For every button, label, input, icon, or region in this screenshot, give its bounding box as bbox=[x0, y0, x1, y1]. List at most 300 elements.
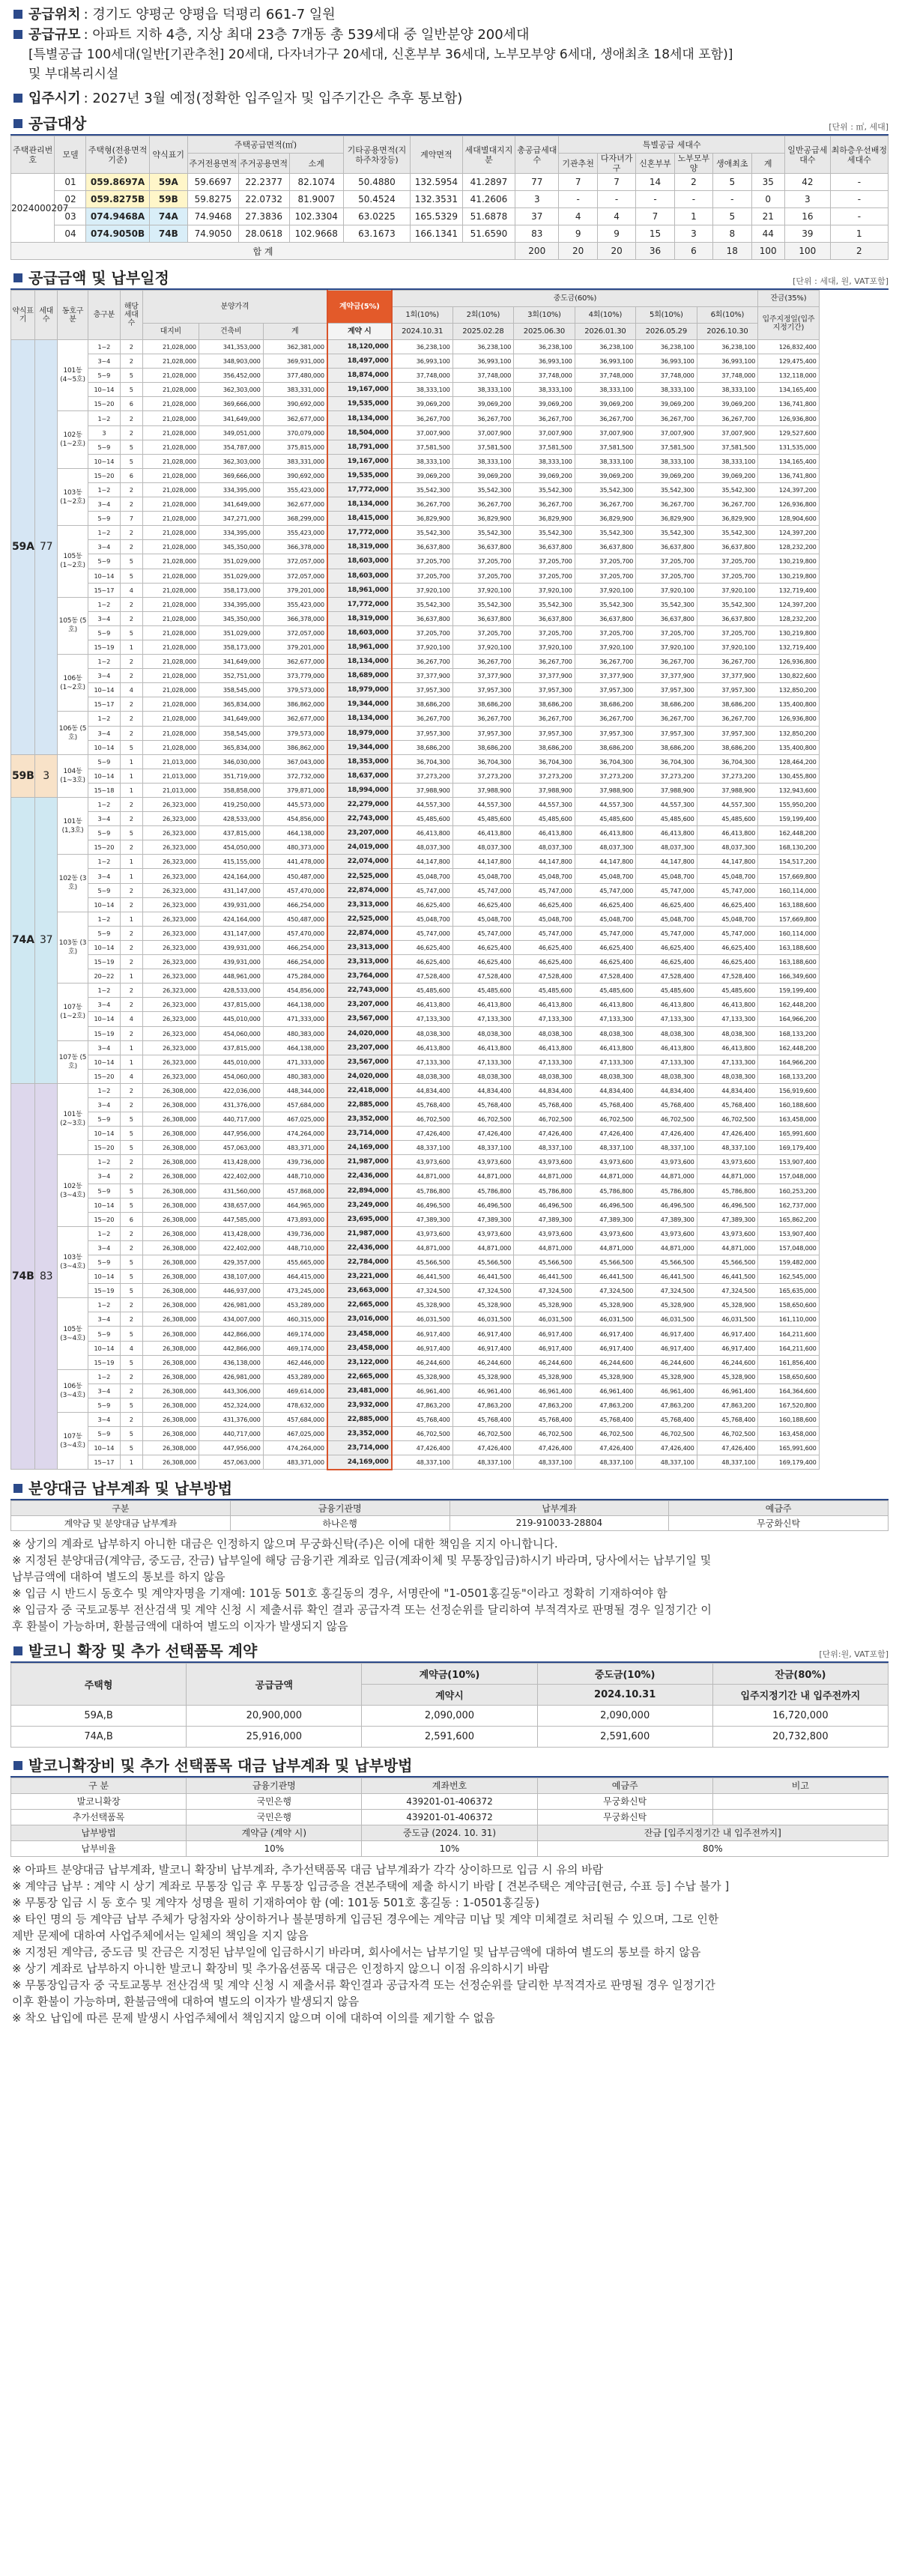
unit-num: 2 bbox=[120, 1413, 142, 1427]
installment: 44,871,000 bbox=[452, 1240, 513, 1255]
table-row bbox=[11, 726, 889, 740]
notes-account bbox=[10, 1536, 889, 1634]
land-price: 21,028,000 bbox=[142, 440, 199, 454]
installment: 37,988,900 bbox=[514, 783, 575, 797]
installment: 37,205,700 bbox=[392, 625, 452, 640]
unit-num: 2 bbox=[120, 1026, 142, 1040]
land-price: 21,013,000 bbox=[142, 769, 199, 783]
deposit: 22,894,000 bbox=[327, 1184, 392, 1198]
floor-range: 5~9 bbox=[88, 512, 120, 526]
balance: 126,832,400 bbox=[758, 340, 819, 354]
installment: 37,748,000 bbox=[697, 369, 758, 383]
balance: 161,856,400 bbox=[758, 1355, 819, 1369]
installment: 46,413,800 bbox=[452, 998, 513, 1012]
table-cell: - bbox=[830, 174, 888, 191]
balance: 164,211,600 bbox=[758, 1327, 819, 1341]
installment: 48,037,300 bbox=[392, 840, 452, 855]
floor-range: 3~4 bbox=[88, 611, 120, 625]
total-price: 441,478,000 bbox=[263, 855, 327, 869]
balance: 129,475,400 bbox=[758, 354, 819, 369]
bullet-square-icon bbox=[13, 119, 22, 128]
installment: 45,768,400 bbox=[636, 1413, 697, 1427]
building-price: 358,545,000 bbox=[199, 683, 263, 697]
installment: 46,702,500 bbox=[514, 1112, 575, 1127]
deposit: 17,772,000 bbox=[327, 597, 392, 611]
table-row bbox=[11, 783, 889, 797]
installment: 43,973,600 bbox=[636, 1226, 697, 1240]
table-row bbox=[11, 926, 889, 940]
land-price: 21,028,000 bbox=[142, 354, 199, 369]
table-cell: 39 bbox=[784, 225, 830, 243]
building-price: 365,834,000 bbox=[199, 740, 263, 754]
installment: 43,973,600 bbox=[514, 1155, 575, 1169]
deposit: 24,019,000 bbox=[327, 840, 392, 855]
unit-num: 1 bbox=[120, 869, 142, 883]
floor-range: 10~14 bbox=[88, 569, 120, 583]
installment: 35,542,300 bbox=[697, 526, 758, 540]
total-price: 390,692,000 bbox=[263, 397, 327, 411]
installment: 47,133,300 bbox=[392, 1055, 452, 1069]
note-line: ※ 입금 시 반드시 동호수 및 계약자명을 기재예: 101동 501호 홍길동의 경우, 서명란에 "1-0501홍길동"이라고 정확히 기재하여야 함 bbox=[12, 1586, 668, 1600]
installment: 39,069,200 bbox=[575, 397, 635, 411]
land-price: 26,323,000 bbox=[142, 1055, 199, 1069]
note-line: ※ 착오 납입에 따른 문제 발생시 사업주체에서 책임지지 않으며 이에 대하여 이의를 제기할 수 없음 bbox=[12, 2010, 495, 2025]
installment: 36,238,100 bbox=[697, 340, 758, 354]
table-row bbox=[11, 1155, 889, 1169]
floor-range: 15~20 bbox=[88, 468, 120, 482]
installment: 46,625,400 bbox=[697, 940, 758, 954]
unit-num: 1 bbox=[120, 1455, 142, 1470]
table-cell: 82.1074 bbox=[289, 174, 343, 191]
unit-num: 2 bbox=[120, 697, 142, 712]
land-price: 26,308,000 bbox=[142, 1198, 199, 1212]
installment: 43,973,600 bbox=[392, 1226, 452, 1240]
floor-range: 15~20 bbox=[88, 1069, 120, 1083]
installment: 35,542,300 bbox=[452, 482, 513, 497]
unit-num: 4 bbox=[120, 683, 142, 697]
installment: 37,205,700 bbox=[697, 625, 758, 640]
info-scale: 공급규모 : 아파트 지하 4층, 지상 최대 23층 7개동 총 539세대 중 일반분양 200세대 bbox=[10, 25, 889, 45]
deposit: 22,418,000 bbox=[327, 1083, 392, 1097]
land-price: 26,323,000 bbox=[142, 1040, 199, 1055]
unit-num: 5 bbox=[120, 1141, 142, 1155]
dong-group: 107동 (3~4호) bbox=[58, 1413, 88, 1470]
table-cell: 132.3531 bbox=[410, 191, 462, 208]
unit-num: 2 bbox=[120, 1240, 142, 1255]
deposit: 22,743,000 bbox=[327, 984, 392, 998]
installment: 48,038,300 bbox=[575, 1069, 635, 1083]
total-price: 464,138,000 bbox=[263, 1040, 327, 1055]
total-price: 372,057,000 bbox=[263, 569, 327, 583]
installment: 45,048,700 bbox=[636, 869, 697, 883]
total-price: 467,025,000 bbox=[263, 1427, 327, 1441]
land-price: 21,028,000 bbox=[142, 669, 199, 683]
installment: 46,625,400 bbox=[392, 897, 452, 912]
installment: 44,557,300 bbox=[514, 798, 575, 812]
installment: 48,037,300 bbox=[697, 840, 758, 855]
installment: 36,993,100 bbox=[392, 354, 452, 369]
installment: 47,389,300 bbox=[697, 1212, 758, 1226]
total-price: 464,415,000 bbox=[263, 1270, 327, 1284]
total-price: 483,371,000 bbox=[263, 1455, 327, 1470]
table-row bbox=[11, 883, 889, 897]
unit-num: 2 bbox=[120, 1169, 142, 1184]
table-row bbox=[11, 1341, 889, 1355]
floor-range: 10~14 bbox=[88, 1270, 120, 1284]
installment: 45,747,000 bbox=[392, 883, 452, 897]
land-price: 21,028,000 bbox=[142, 683, 199, 697]
installment: 45,328,900 bbox=[452, 1369, 513, 1384]
installment: 36,637,800 bbox=[514, 540, 575, 554]
installment: 36,829,900 bbox=[392, 512, 452, 526]
installment: 38,686,200 bbox=[636, 697, 697, 712]
installment: 45,048,700 bbox=[452, 912, 513, 926]
installment: 45,566,500 bbox=[514, 1255, 575, 1270]
building-price: 365,834,000 bbox=[199, 697, 263, 712]
installment: 47,426,400 bbox=[392, 1127, 452, 1141]
installment: 48,038,300 bbox=[636, 1069, 697, 1083]
info-move-in: 입주시기 : 2027년 3월 예정(정확한 입주일자 및 입주기간은 추후 통보함) bbox=[10, 88, 889, 109]
deposit: 22,784,000 bbox=[327, 1255, 392, 1270]
installment: 48,038,300 bbox=[452, 1026, 513, 1040]
installment: 46,702,500 bbox=[636, 1112, 697, 1127]
balance: 131,535,000 bbox=[758, 440, 819, 454]
balance: 128,232,200 bbox=[758, 540, 819, 554]
installment: 37,748,000 bbox=[452, 369, 513, 383]
installment: 36,993,100 bbox=[697, 354, 758, 369]
unit-num: 5 bbox=[120, 454, 142, 468]
installment: 46,441,500 bbox=[392, 1270, 452, 1284]
installment: 35,542,300 bbox=[575, 482, 635, 497]
installment: 46,244,600 bbox=[697, 1355, 758, 1369]
installment: 38,686,200 bbox=[514, 697, 575, 712]
balance: 164,966,200 bbox=[758, 1012, 819, 1026]
land-price: 21,028,000 bbox=[142, 740, 199, 754]
floor-range: 10~14 bbox=[88, 1012, 120, 1026]
installment: 44,557,300 bbox=[636, 798, 697, 812]
total-price: 372,057,000 bbox=[263, 554, 327, 569]
installment: 47,133,300 bbox=[452, 1055, 513, 1069]
land-price: 26,308,000 bbox=[142, 1112, 199, 1127]
land-price: 26,323,000 bbox=[142, 926, 199, 940]
deposit: 18,353,000 bbox=[327, 754, 392, 769]
installment: 47,863,200 bbox=[697, 1398, 758, 1412]
balance: 160,253,200 bbox=[758, 1184, 819, 1198]
floor-range: 15~17 bbox=[88, 1455, 120, 1470]
note-line: ※ 무통장입금자 중 국토교통부 전산검색 및 계약 신청 시 제출서류 확인결과 공급자격 또는 선정순위를 달리한 부적격자로 판명될 경우 일정기간 bbox=[12, 1978, 715, 1992]
installment: 45,485,600 bbox=[392, 812, 452, 826]
table-cell: - bbox=[830, 208, 888, 225]
installment: 44,834,400 bbox=[697, 1083, 758, 1097]
installment: 46,413,800 bbox=[514, 998, 575, 1012]
installment: 46,917,400 bbox=[575, 1341, 635, 1355]
installment: 48,037,300 bbox=[514, 840, 575, 855]
unit-num: 2 bbox=[120, 840, 142, 855]
unit-type: 59A bbox=[11, 340, 35, 755]
table-cell: 7 bbox=[597, 174, 635, 191]
installment: 35,542,300 bbox=[697, 482, 758, 497]
installment: 46,625,400 bbox=[636, 955, 697, 969]
building-price: 424,164,000 bbox=[199, 869, 263, 883]
installment: 37,957,300 bbox=[636, 683, 697, 697]
floor-range: 3~4 bbox=[88, 497, 120, 512]
total-price: 362,677,000 bbox=[263, 411, 327, 425]
table-row bbox=[11, 397, 889, 411]
dong-group: 104동 (1~3호) bbox=[58, 754, 88, 797]
deposit: 18,134,000 bbox=[327, 655, 392, 669]
installment: 45,768,400 bbox=[392, 1097, 452, 1112]
total-price: 457,684,000 bbox=[263, 1097, 327, 1112]
installment: 37,920,100 bbox=[452, 583, 513, 597]
floor-range: 3~4 bbox=[88, 669, 120, 683]
unit-num: 2 bbox=[120, 425, 142, 440]
installment: 46,917,400 bbox=[392, 1341, 452, 1355]
installment: 47,528,400 bbox=[452, 969, 513, 984]
deposit: 23,567,000 bbox=[327, 1055, 392, 1069]
installment: 44,871,000 bbox=[392, 1240, 452, 1255]
unit-num: 2 bbox=[120, 340, 142, 354]
unit-num: 5 bbox=[120, 1127, 142, 1141]
balance: 163,188,600 bbox=[758, 955, 819, 969]
installment: 43,973,600 bbox=[636, 1155, 697, 1169]
installment: 46,496,500 bbox=[392, 1198, 452, 1212]
balance: 135,400,800 bbox=[758, 697, 819, 712]
installment: 46,917,400 bbox=[636, 1341, 697, 1355]
table-row bbox=[11, 1298, 889, 1312]
building-price: 347,271,000 bbox=[199, 512, 263, 526]
unit-num: 2 bbox=[120, 1384, 142, 1398]
unit-num: 1 bbox=[120, 1055, 142, 1069]
installment: 47,528,400 bbox=[636, 969, 697, 984]
total-price: 467,025,000 bbox=[263, 1112, 327, 1127]
land-price: 26,323,000 bbox=[142, 940, 199, 954]
installment: 46,625,400 bbox=[697, 897, 758, 912]
installment: 37,920,100 bbox=[514, 640, 575, 654]
installment: 46,961,400 bbox=[452, 1384, 513, 1398]
installment: 46,702,500 bbox=[452, 1427, 513, 1441]
installment: 44,147,800 bbox=[514, 855, 575, 869]
unit-num: 5 bbox=[120, 826, 142, 840]
total-price: 478,632,000 bbox=[263, 1398, 327, 1412]
balance: 126,936,800 bbox=[758, 411, 819, 425]
land-price: 26,308,000 bbox=[142, 1240, 199, 1255]
installment: 45,328,900 bbox=[697, 1369, 758, 1384]
land-price: 26,323,000 bbox=[142, 984, 199, 998]
installment: 39,069,200 bbox=[392, 468, 452, 482]
installment: 37,957,300 bbox=[452, 726, 513, 740]
deposit: 22,436,000 bbox=[327, 1240, 392, 1255]
building-price: 438,657,000 bbox=[199, 1198, 263, 1212]
installment: 45,566,500 bbox=[452, 1255, 513, 1270]
installment: 38,333,100 bbox=[575, 383, 635, 397]
installment: 38,686,200 bbox=[697, 740, 758, 754]
floor-range: 10~14 bbox=[88, 1341, 120, 1355]
floor-range: 20~22 bbox=[88, 969, 120, 984]
installment: 45,768,400 bbox=[452, 1097, 513, 1112]
installment: 37,205,700 bbox=[392, 554, 452, 569]
unit-num: 2 bbox=[120, 482, 142, 497]
installment: 48,037,300 bbox=[575, 840, 635, 855]
installment: 47,324,500 bbox=[514, 1284, 575, 1298]
balance: 158,650,600 bbox=[758, 1298, 819, 1312]
building-price: 452,324,000 bbox=[199, 1398, 263, 1412]
installment: 35,542,300 bbox=[697, 597, 758, 611]
installment: 46,413,800 bbox=[452, 1040, 513, 1055]
deposit: 18,134,000 bbox=[327, 497, 392, 512]
bullet-square-icon bbox=[13, 10, 22, 19]
table-row bbox=[11, 1184, 889, 1198]
land-price: 21,028,000 bbox=[142, 411, 199, 425]
land-price: 26,323,000 bbox=[142, 998, 199, 1012]
installment: 37,205,700 bbox=[514, 625, 575, 640]
installment: 44,834,400 bbox=[514, 1083, 575, 1097]
total-price: 367,043,000 bbox=[263, 754, 327, 769]
installment: 46,917,400 bbox=[697, 1327, 758, 1341]
installment: 37,957,300 bbox=[575, 683, 635, 697]
table-cell: 59.6697 bbox=[188, 174, 239, 191]
installment: 44,557,300 bbox=[452, 798, 513, 812]
installment: 46,917,400 bbox=[514, 1327, 575, 1341]
deposit: 23,207,000 bbox=[327, 826, 392, 840]
unit-num: 1 bbox=[120, 855, 142, 869]
land-price: 26,323,000 bbox=[142, 869, 199, 883]
balance: 132,118,000 bbox=[758, 369, 819, 383]
installment: 43,973,600 bbox=[514, 1226, 575, 1240]
table-cell: 200 bbox=[515, 243, 559, 260]
installment: 37,581,500 bbox=[697, 440, 758, 454]
installment: 36,829,900 bbox=[575, 512, 635, 526]
floor-range: 1~2 bbox=[88, 1369, 120, 1384]
installment: 48,337,100 bbox=[392, 1141, 452, 1155]
installment: 37,273,200 bbox=[697, 769, 758, 783]
total-price: 366,378,000 bbox=[263, 540, 327, 554]
installment: 36,267,700 bbox=[514, 712, 575, 726]
deposit: 18,791,000 bbox=[327, 440, 392, 454]
installment: 48,038,300 bbox=[392, 1026, 452, 1040]
unit-num: 2 bbox=[120, 926, 142, 940]
table-cell: 16 bbox=[784, 208, 830, 225]
installment: 45,485,600 bbox=[636, 984, 697, 998]
installment: 46,917,400 bbox=[575, 1327, 635, 1341]
table-row bbox=[11, 740, 889, 754]
table-row bbox=[11, 1455, 889, 1470]
table-row bbox=[11, 1069, 889, 1083]
balance: 160,114,000 bbox=[758, 883, 819, 897]
total-price: 462,446,000 bbox=[263, 1355, 327, 1369]
building-price: 454,060,000 bbox=[199, 1026, 263, 1040]
installment: 46,413,800 bbox=[636, 998, 697, 1012]
info-location: 공급위치 : 경기도 양평군 양평읍 덕평리 661-7 일원 bbox=[10, 4, 889, 25]
price-table: 약식표기 세대수 동호구분 층구분 해당세대수 분양가격 계약금(5%) 중도금(60%) 잔금(35%) 1회(10%) 2회(10%) 3회(10%) 4회(10%) 5회(10%) 6회(10%) 입주지정일(입주지정기간) 대지비 건축비 계 계약 시 2024.10.31 2025.02.28 2025.06.30 2026.01.30 2026.05.29 2026.10.30 59A 77 101동 (4~5호) 1~2 2 21,028,000 341,353,000 362,381,000 18,120,000 36,238,100 36,238,100 36,238,100 36,238,100 36,238,100 36,238,100 126,832,400 3~4 2 21,028,000 348,903,000 369,931,000 18,497,000 36,993,100 36,993,100 36,993,100 36,993,100 36,993,100 36,993,100 129,475,400 5~9 5 21,028,000 356,452,000 377,480,000 18,874,000 37,748,000 37,748,000 37,748,000 37,748,000 37,748,000 37,748,000 132,118,000 10~14 5 21,028,000 362,303,000 383,331,000 19,167,000 38,333,100 38,333,100 38,333,100 38,333,100 38,333,100 38,333,100 134,165,400 15~20 6 21,028,000 369,666,000 390,692,000 19,535,000 39,069,200 39,069,200 39,069,200 39,069,200 39,069,200 39,069,200 136,741,800 102동 (1~2호) 1~2 2 21,028,000 341,649,000 362,677,000 18,134,000 36,267,700 36,267,700 36,267,700 36,267,700 36,267,700 36,267,700 126,936,800 3 2 21,028,000 349,051,000 370,079,000 18,504,000 37,007,900 37,007,900 37,007,900 37,007,900 37,007,900 37,007,900 129,527,600 5~9 5 21,028,000 354,787,000 375,815,000 18,791,000 37,581,500 37,581,500 37,581,500 37,581,500 37,581,500 37,581,500 131,535,000 10~14 5 21,028,000 362,303,000 383,331,000 19,167,000 38,333,100 38,333,100 38,333,100 38,333,100 38,333,100 38,333,100 134,165,400 103동 (1~2호) 15~20 6 21,028,000 369,666,000 390,692,000 19,535,000 39,069,200 39,069,200 39,069,200 39,069,200 39,069,200 39,069,200 136,741,800 1~2 2 21,028,000 334,395,000 355,423,000 17,772,000 35,542,300 35,542,300 35,542,300 35,542,300 35,542,300 35,542,300 124,397,200 3~4 2 21,028,000 341,649,000 362,677,000 18,134,000 36,267,700 36,267,700 36,267,700 36,267,700 36,267,700 36,267,700 126,936,800 5~9 7 21,028,000 347,271,000 368,299,000 18,415,000 36,829,900 36,829,900 36,829,900 36,829,900 36,829,900 36,829,900 128,904,600 105동 (1~2호) 1~2 2 21,028,000 334,395,000 355,423,000 17,772,000 35,542,300 35,542,300 35,542,300 35,542,300 35,542,300 35,542,300 124,397,200 3~4 2 21,028,000 345,350,000 366,378,000 18,319,000 36,637,800 36,637,800 36,637,800 36,637,800 36,637,800 36,637,800 128,232,200 5~9 5 21,028,000 351,029,000 372,057,000 18,603,000 37,205,700 37,205,700 37,205,700 37,205,700 37,205,700 37,205,700 130,219,800 10~14 5 21,028,000 351,029,000 372,057,000 18,603,000 37,205,700 37,205,700 37,205,700 37,205,700 37,205,700 37,205,700 130,219,800 15~17 4 21,028,000 358,173,000 379,201,000 18,961,000 37,920,100 37,920,100 37,920,100 37,920,100 37,920,100 37,920,100 132,719,400 105동 (5호) 1~2 2 21,028,000 334,395,000 355,423,000 17,772,000 35,542,300 35,542,300 35,542,300 35,542,300 35,542,300 35,542,300 124,397,200 3~4 2 21,028,000 345,350,000 366,378,000 18,319,000 36,637,800 36,637,800 36,637,800 36,637,800 36,637,800 36,637,800 128,232,200 5~9 5 21,028,000 351,029,000 372,057,000 18,603,000 37,205,700 37,205,700 37,205,700 37,205,700 37,205,700 37,205,700 130,219,800 15~19 1 21,028,000 358,173,000 379,201,000 18,961,000 37,920,100 37,920,100 37,920,100 37,920,100 37,920,100 37,920,100 132,719,400 106동 (1~2호) 1~2 2 21,028,000 341,649,000 362,677,000 18,134,000 36,267,700 36,267,700 36,267,700 36,267,700 36,267,700 36,267,700 126,936,800 3~4 2 21,028,000 352,751,000 373,779,000 18,689,000 37,377,900 37,377,900 37,377,900 37,377,900 37,377,900 37,377,900 130,822,600 10~14 4 21,028,000 358,545,000 379,573,000 18,979,000 37,957,300 37,957,300 37,957,300 37,957,300 37,957,300 37,957,300 132,850,200 15~17 2 21,028,000 365,834,000 386,862,000 19,344,000 38,686,200 38,686,200 38,686,200 38,686,200 38,686,200 38,686,200 135,400,800 106동 (5호) 1~2 2 21,028,000 341,649,000 362,677,000 18,134,000 36,267,700 36,267,700 36,267,700 36,267,700 36,267,700 36,267,700 126,936,800 3~4 2 21,028,000 358,545,000 379,573,000 18,979,000 37,957,300 37,957,300 37,957,300 37,957,300 37,957,300 37,957,300 132,850,200 10~14 5 21,028,000 365,834,000 386,862,000 19,344,000 38,686,200 38,686,200 38,686,200 38,686,200 38,686,200 38,686,200 135,400,800 59B 3 104동 (1~3호) 5~9 1 21,013,000 346,030,000 367,043,000 18,353,000 36,704,300 36,704,300 36,704,300 36,704,300 36,704,300 36,704,300 128,464,200 10~14 1 21,013,000 351,719,000 372,732,000 18,637,000 37,273,200 37,273,200 37,273,200 37,273,200 37,273,200 37,273,200 130,455,800 15~18 1 21,013,000 358,858,000 379,871,000 18,994,000 37,988,900 37,988,900 37,988,900 37,988,900 37,988,900 37,988,900 132,943,600 74A 37 101동 (1,3호) 1~2 2 26,323,000 419,250,000 445,573,000 22,279,000 44,557,300 44,557,300 44,557,300 44,557,300 44,557,300 44,557,300 155,950,200 3~4 2 26,323,000 428,533,000 454,856,000 22,743,000 45,485,600 45,485,600 45,485,600 45,485,600 45,485,600 45,485,600 159,199,400 5~9 5 26,323,000 437,815,000 464,138,000 23,207,000 46,413,800 46,413,800 46,413,800 46,413,800 46,413,800 46,413,800 162,448,200 15~20 2 26,323,000 454,050,000 480,373,000 24,019,000 48,037,300 48,037,300 48,037,300 48,037,300 48,037,300 48,037,300 168,130,200 102동 (3호) 1~2 1 26,323,000 415,155,000 441,478,000 22,074,000 44,147,800 44,147,800 44,147,800 44,147,800 44,147,800 44,147,800 154,517,200 3~4 1 26,323,000 424,164,000 450,487,000 22,525,000 45,048,700 45,048,700 45,048,700 45,048,700 45,048,700 45,048,700 157,669,800 5~9 2 26,323,000 431,147,000 457,470,000 22,874,000 45,747,000 45,747,000 45,747,000 45,747,000 45,747,000 45,747,000 160,114,000 10~14 2 26,323,000 439,931,000 466,254,000 23,313,000 46,625,400 46,625,400 46,625,400 46,625,400 46,625,400 46,625,400 163,188,600 103동 (3호) 1~2 1 26,323,000 424,164,000 450,487,000 22,525,000 45,048,700 45,048,700 45,048,700 45,048,700 45,048,700 45,048,700 157,669,800 5~9 2 26,323,000 431,147,000 457,470,000 22,874,000 45,747,000 45,747,000 45,747,000 45,747,000 45,747,000 45,747,000 160,114,000 10~14 2 26,323,000 439,931,000 466,254,000 23,313,000 46,625,400 46,625,400 46,625,400 46,625,400 46,625,400 46,625,400 163,188,600 15~19 2 26,323,000 439,931,000 466,254,000 23,313,000 46,625,400 46,625,400 46,625,400 46,625,400 46,625,400 46,625,400 163,188,600 20~22 1 26,323,000 448,961,000 475,284,000 23,764,000 47,528,400 47,528,400 47,528,400 47,528,400 47,528,400 47,528,400 166,349,600 107동 (1~2호) 1~2 2 26,323,000 428,533,000 454,856,000 22,743,000 45,485,600 45,485,600 45,485,600 45,485,600 45,485,600 45,485,600 159,199,400 3~4 2 26,323,000 437,815,000 464,138,000 23,207,000 46,413,800 46,413,800 46,413,800 46,413,800 46,413,800 46,413,800 162,448,200 10~14 4 26,323,000 445,010,000 471,333,000 23,567,000 47,133,300 47,133,300 47,133,300 47,133,300 47,133,300 47,133,300 164,966,200 15~19 2 26,323,000 454,060,000 480,383,000 24,020,000 48,038,300 48,038,300 48,038,300 48,038,300 48,038,300 48,038,300 168,133,200 107동 (5호) 3~4 1 26,323,000 437,815,000 464,138,000 23,207,000 46,413,800 46,413,800 46,413,800 46,413,800 46,413,800 46,413,800 162,448,200 10~14 1 26,323,000 445,010,000 471,333,000 23,567,000 47,133,300 47,133,300 47,133,300 47,133,300 47,133,300 47,133,300 164,966,200 15~20 4 26,323,000 454,060,000 480,383,000 24,020,000 48,038,300 48,038,300 48,038,300 48,038,300 48,038,300 48,038,300 168,133,200 74B 83 101동 (2~3호) 1~2 2 26,308,000 422,036,000 448,344,000 22,418,000 44,834,400 44,834,400 44,834,400 44,834,400 44,834,400 44,834,400 156,919,600 3~4 2 26,308,000 431,376,000 457,684,000 22,885,000 45,768,400 45,768,400 45,768,400 45,768,400 45,768,400 45,768,400 160,188,600 5~9 5 26,308,000 440,717,000 467,025,000 23,352,000 46,702,500 46,702,500 46,702,500 46,702,500 46,702,500 46,702,500 163,458,000 10~14 5 26,308,000 447,956,000 474,264,000 23,714,000 47,426,400 47,426,400 47,426,400 47,426,400 47,426,400 47,426,400 165,991,600 15~20 5 26,308,000 457,063,000 483,371,000 24,169,000 48,337,100 48,337,100 48,337,100 48,337,100 48,337,100 48,337,100 169,179,400 102동 (3~4호) 1~2 2 26,308,000 413,428,000 439,736,000 21,987,000 43,973,600 43,973,600 43,973,600 43,973,600 43,973,600 43,973,600 153,907,400 3~4 2 26,308,000 422,402,000 448,710,000 22,436,000 44,871,000 44,871,000 44,871,000 44,871,000 44,871,000 44,871,000 157,048,000 5~9 5 26,308,000 431,560,000 457,868,000 22,894,000 45,786,800 45,786,800 45,786,800 45,786,800 45,786,800 45,786,800 160,253,200 10~14 5 26,308,000 438,657,000 464,965,000 23,249,000 46,496,500 46,496,500 46,496,500 46,496,500 46,496,500 46,496,500 162,737,000 15~20 6 26,308,000 447,585,000 473,893,000 23,695,000 47,389,300 47,389,300 47,389,300 47,389,300 47,389,300 47,389,300 165,862,200 103동 (3~4호) 1~2 2 26,308,000 413,428,000 439,736,000 21,987,000 43,973,600 43,973,600 43,973,600 43,973,600 43,973,600 43,973,600 153,907,400 3~4 2 26,308,000 422,402,000 448,710,000 22,436,000 44,871,000 44,871,000 44,871,000 44,871,000 44,871,000 44,871,000 157,048,000 5~9 5 26,308,000 429,357,000 455,665,000 22,784,000 45,566,500 45,566,500 45,566,500 45,566,500 45,566,500 45,566,500 159,482,000 10~14 5 26,308,000 438,107,000 464,415,000 23,221,000 46,441,500 46,441,500 46,441,500 46,441,500 46,441,500 46,441,500 162,545,000 15~19 5 26,308,000 446,937,000 473,245,000 23,663,000 47,324,500 47,324,500 47,324,500 47,324,500 47,324,500 47,324,500 165,635,000 105동 (3~4호) 1~2 2 26,308,000 426,981,000 453,289,000 22,665,000 45,328,900 45,328,900 45,328,900 45,328,900 45,328,900 45,328,900 158,650,600 3~4 2 26,308,000 434,007,000 460,315,000 23,016,000 46,031,500 46,031,500 46,031,500 46,031,500 46,031,500 46,031,500 161,110,000 5~9 5 26,308,000 442,866,000 469,174,000 23,458,000 46,917,400 46,917,400 46,917,400 46,917,400 46,917,400 46,917,400 164,211,600 10~14 4 26,308,000 442,866,000 469,174,000 23,458,000 46,917,400 46,917,400 46,917,400 46,917,400 46,917,400 46,917,400 164,211,600 15~19 5 26,308,000 436,138,000 462,446,000 23,122,000 46,244,600 46,244,600 46,244,600 46,244,600 46,244,600 46,244,600 161,856,400 106동 (3~4호) 1~2 2 26,308,000 426,981,000 453,289,000 22,665,000 45,328,900 45,328,900 45,328,900 45,328,900 45,328,900 45,328,900 158,650,600 3~4 2 26,308,000 443,306,000 469,614,000 23,481,000 46,961,400 46,961,400 46,961,400 46,961,400 46,961,400 46,961,400 164,364,600 5~9 5 26,308,000 452,324,000 478,632,000 23,932,000 47,863,200 47,863,200 47,863,200 47,863,200 47,863,200 47,863,200 167,520,800 107동 (3~4호) 3~4 2 26,308,000 431,376,000 457,684,000 22,885,000 45,768,400 45,768,400 45,768,400 45,768,400 45,768,400 45,768,400 160,188,600 5~9 5 26,308,000 440,717,000 467,025,000 23,352,000 46,702,500 46,702,500 46,702,500 46,702,500 46,702,500 46,702,500 163,458,000 10~14 5 26,308,000 447,956,000 474,264,000 23,714,000 47,426,400 47,426,400 47,426,400 47,426,400 47,426,400 47,426,400 165,991,600 15~17 1 26,308,000 457,063,000 483,371,000 24,169,000 48,337,100 48,337,100 48,337,100 48,337,100 48,337,100 48,337,100 169,179,400 bbox=[10, 290, 889, 1470]
floor-range: 10~14 bbox=[88, 1127, 120, 1141]
table-cell: 51.6878 bbox=[462, 208, 515, 225]
deposit: 24,020,000 bbox=[327, 1026, 392, 1040]
deposit: 18,134,000 bbox=[327, 712, 392, 726]
supply-header: 공급대상 [단위 : ㎡, 세대] bbox=[10, 113, 889, 134]
table-cell: 22.2377 bbox=[238, 174, 289, 191]
installment: 48,038,300 bbox=[636, 1026, 697, 1040]
installment: 35,542,300 bbox=[514, 526, 575, 540]
balance: 126,936,800 bbox=[758, 655, 819, 669]
total-price: 448,710,000 bbox=[263, 1169, 327, 1184]
installment: 46,413,800 bbox=[514, 1040, 575, 1055]
table-row bbox=[11, 1398, 889, 1412]
floor-range: 1~2 bbox=[88, 855, 120, 869]
installment: 46,496,500 bbox=[636, 1198, 697, 1212]
land-price: 26,323,000 bbox=[142, 1069, 199, 1083]
deposit: 18,603,000 bbox=[327, 569, 392, 583]
deposit: 18,689,000 bbox=[327, 669, 392, 683]
installment: 46,702,500 bbox=[636, 1427, 697, 1441]
installment: 39,069,200 bbox=[452, 397, 513, 411]
total-price: 355,423,000 bbox=[263, 526, 327, 540]
deposit: 23,249,000 bbox=[327, 1198, 392, 1212]
total-price: 454,856,000 bbox=[263, 984, 327, 998]
land-price: 21,028,000 bbox=[142, 640, 199, 654]
dong-group: 105동 (5호) bbox=[58, 597, 88, 654]
deposit: 22,665,000 bbox=[327, 1298, 392, 1312]
installment: 37,920,100 bbox=[514, 583, 575, 597]
installment: 47,133,300 bbox=[697, 1055, 758, 1069]
land-price: 26,323,000 bbox=[142, 1012, 199, 1026]
deposit: 23,663,000 bbox=[327, 1284, 392, 1298]
installment: 37,205,700 bbox=[452, 625, 513, 640]
total-price: 362,677,000 bbox=[263, 497, 327, 512]
balance: 136,741,800 bbox=[758, 468, 819, 482]
installment: 37,273,200 bbox=[636, 769, 697, 783]
installment: 47,426,400 bbox=[697, 1441, 758, 1455]
installment: 46,917,400 bbox=[452, 1341, 513, 1355]
unit-num: 4 bbox=[120, 1012, 142, 1026]
land-price: 21,028,000 bbox=[142, 554, 199, 569]
installment: 45,048,700 bbox=[452, 869, 513, 883]
table-cell: 20 bbox=[559, 243, 597, 260]
installment: 46,625,400 bbox=[514, 897, 575, 912]
total-price: 469,614,000 bbox=[263, 1384, 327, 1398]
building-price: 369,666,000 bbox=[199, 397, 263, 411]
total-price: 471,333,000 bbox=[263, 1012, 327, 1026]
dong-group: 101동 (1,3호) bbox=[58, 798, 88, 855]
building-price: 415,155,000 bbox=[199, 855, 263, 869]
installment: 36,704,300 bbox=[392, 754, 452, 769]
land-price: 21,028,000 bbox=[142, 497, 199, 512]
installment: 44,147,800 bbox=[636, 855, 697, 869]
floor-range: 1~2 bbox=[88, 411, 120, 425]
table-row bbox=[11, 1226, 889, 1240]
installment: 37,273,200 bbox=[514, 769, 575, 783]
total-price: 464,138,000 bbox=[263, 826, 327, 840]
unit-num: 5 bbox=[120, 369, 142, 383]
installment: 46,625,400 bbox=[452, 940, 513, 954]
table-cell: 059.8697A bbox=[86, 174, 149, 191]
floor-range: 3~4 bbox=[88, 354, 120, 369]
installment: 36,267,700 bbox=[514, 655, 575, 669]
installment: 46,413,800 bbox=[575, 826, 635, 840]
installment: 37,988,900 bbox=[697, 783, 758, 797]
total-price: 450,487,000 bbox=[263, 869, 327, 883]
note-line: ※ 아파트 분양대금 납부계좌, 발코니 확장비 납부계좌, 추가선택품목 대금 납부계좌가 각각 상이하므로 입금 시 유의 바람 bbox=[12, 1862, 604, 1876]
deposit: 22,525,000 bbox=[327, 912, 392, 926]
installment: 46,625,400 bbox=[514, 940, 575, 954]
building-price: 351,719,000 bbox=[199, 769, 263, 783]
deposit: 18,994,000 bbox=[327, 783, 392, 797]
dong-group: 105동 (3~4호) bbox=[58, 1298, 88, 1369]
table-cell: 18 bbox=[713, 243, 751, 260]
land-price: 21,028,000 bbox=[142, 569, 199, 583]
installment: 46,961,400 bbox=[575, 1384, 635, 1398]
total-price: 480,383,000 bbox=[263, 1069, 327, 1083]
table-row-sum bbox=[11, 243, 889, 260]
